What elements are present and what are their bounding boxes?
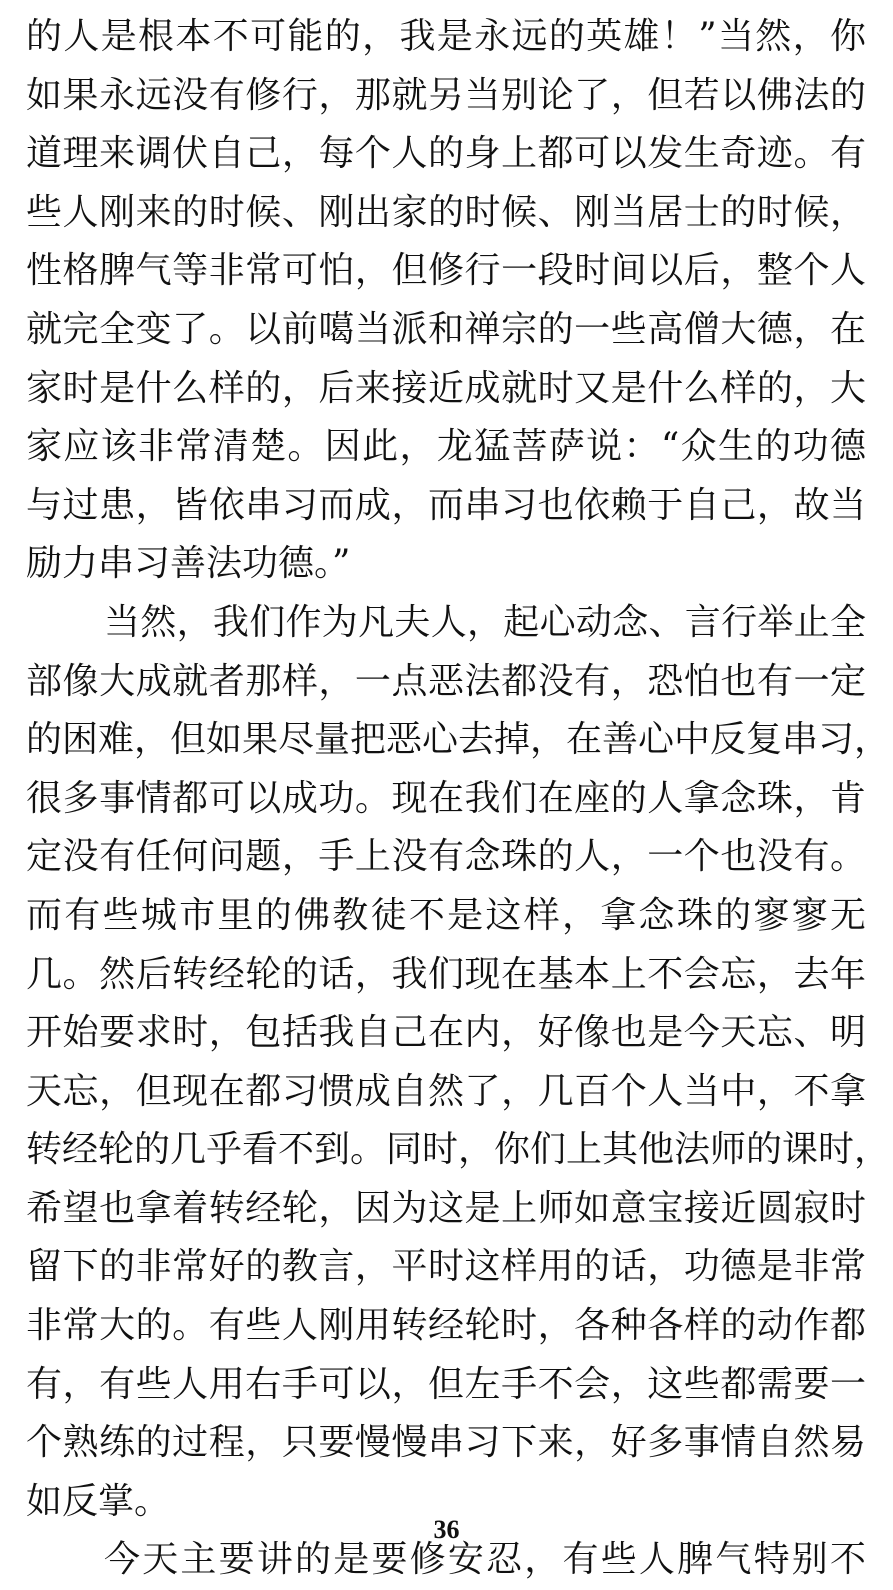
text-line: 家应该非常清楚。因此，龙猛菩萨说：“众生的功德 xyxy=(26,426,866,468)
text-line: 希望也拿着转经轮，因为这是上师如意宝接近圆寂时 xyxy=(26,1187,866,1229)
text-line: 转经轮的几乎看不到。同时，你们上其他法师的课时， xyxy=(26,1129,891,1171)
text-line: 个熟练的过程，只要慢慢串习下来，好多事情自然易 xyxy=(26,1422,866,1464)
text-line: 非常大的。有些人刚用转经轮时，各种各样的动作都 xyxy=(26,1305,866,1347)
text-line: 开始要求时，包括我自己在内，好像也是今天忘、明 xyxy=(26,1012,866,1054)
text-line: 些人刚来的时候、刚出家的时候、刚当居士的时候， xyxy=(26,191,866,233)
text-line: 天忘，但现在都习惯成自然了，几百个人当中，不拿 xyxy=(26,1070,866,1112)
text-line: 就完全变了。以前噶当派和禅宗的一些高僧大德，在 xyxy=(26,308,866,350)
text-line: 励力串习善法功德。” xyxy=(26,543,351,585)
text-line: 如果永远没有修行，那就另当别论了，但若以佛法的 xyxy=(26,74,866,116)
text-line: 部像大成就者那样，一点恶法都没有，恐怕也有一定 xyxy=(26,660,866,702)
text-line: 留下的非常好的教言，平时这样用的话，功德是非常 xyxy=(26,1246,866,1288)
text-line: 很多事情都可以成功。现在我们在座的人拿念珠，肯 xyxy=(26,777,866,819)
page-number: 36 xyxy=(433,1515,460,1544)
paragraph-first-line: 今天主要讲的是要修安忍，有些人脾气特别不 xyxy=(104,1539,866,1581)
paragraph-first-line: 当然，我们作为凡夫人，起心动念、言行举止全 xyxy=(104,601,866,643)
text-line: 有，有些人用右手可以，但左手不会，这些都需要一 xyxy=(26,1363,866,1405)
text-line: 定没有任何问题，手上没有念珠的人，一个也没有。 xyxy=(26,836,866,878)
text-line: 而有些城市里的佛教徒不是这样，拿念珠的寥寥无 xyxy=(26,894,866,936)
body-text xyxy=(26,8,891,1590)
text-line: 的人是根本不可能的，我是永远的英雄！”当然，你 xyxy=(26,16,866,57)
text-line: 性格脾气等非常可怕，但修行一段时间以后，整个人 xyxy=(26,250,866,292)
text-line: 家时是什么样的，后来接近成就时又是什么样的，大 xyxy=(26,367,866,409)
text-line: 道理来调伏自己，每个人的身上都可以发生奇迹。有 xyxy=(26,133,866,175)
text-line: 的困难，但如果尽量把恶心去掉，在善心中反复串习， xyxy=(26,719,891,761)
text-line: 与过患，皆依串习而成，而串习也依赖于自己，故当 xyxy=(26,484,866,526)
text-line: 如反掌。 xyxy=(26,1480,171,1522)
text-line: 几。然后转经轮的话，我们现在基本上不会忘，去年 xyxy=(26,953,866,995)
